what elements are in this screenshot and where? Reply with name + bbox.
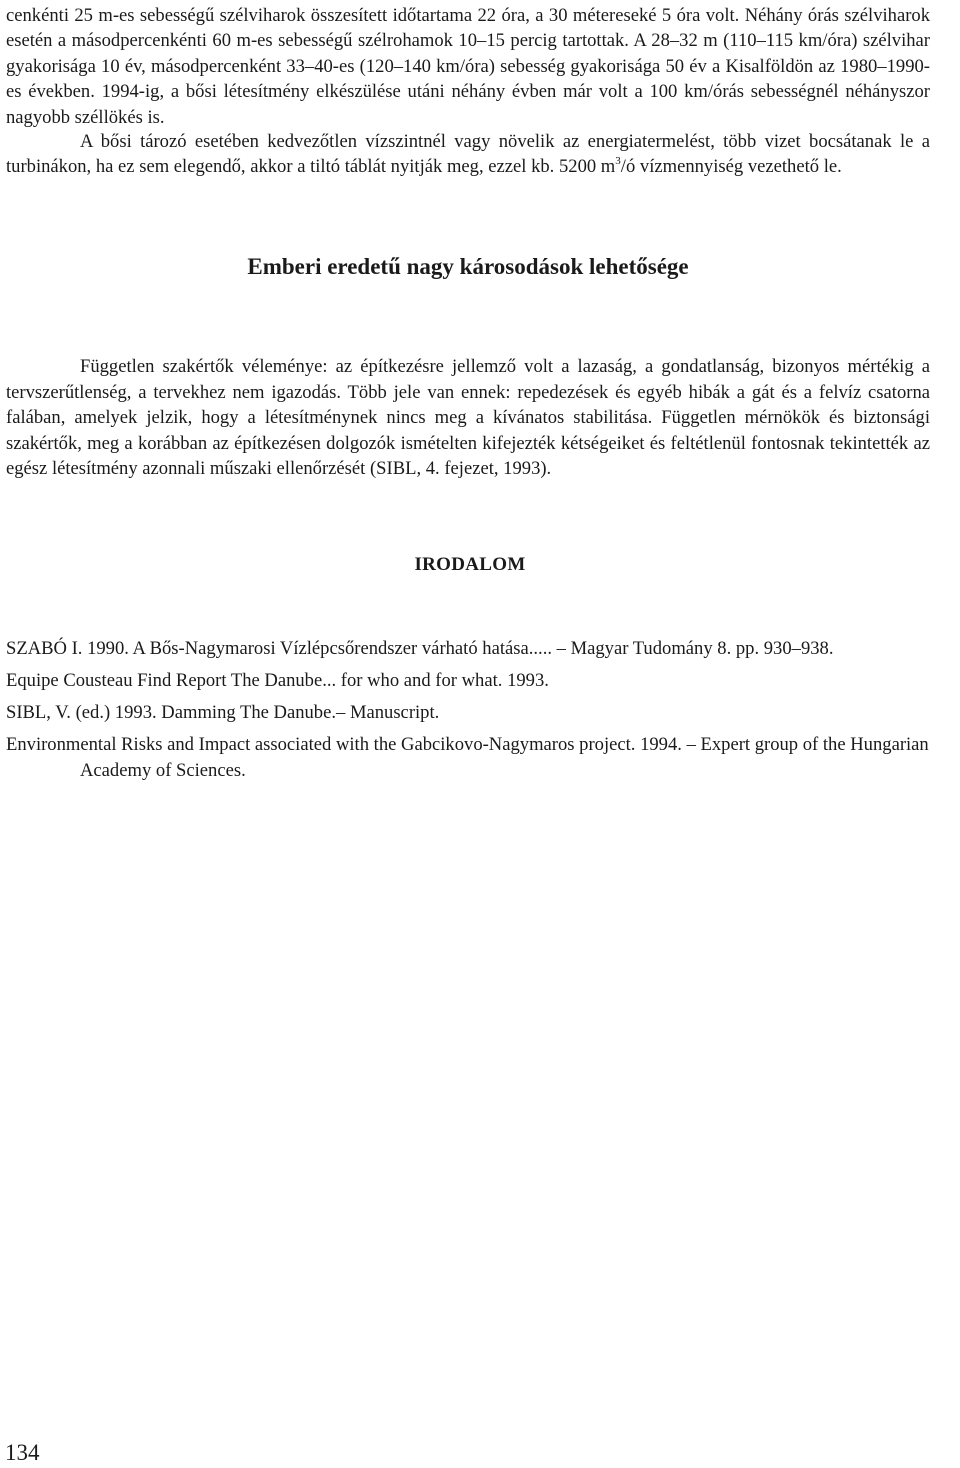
reference-item: Environmental Risks and Impact associated with the Gabcikovo-Nagymaros project. 1994. – Expert group of the Hungarian Academy of Sciences. — [6, 734, 929, 781]
reference-list — [6, 636, 936, 790]
paragraph-reservoir — [6, 129, 930, 180]
page-number: 134 — [5, 1440, 40, 1465]
reference-item: SIBL, V. (ed.) 1993. Damming The Danube.– Manuscript. — [6, 702, 440, 723]
reference-item: Equipe Cousteau Find Report The Danube... for who and for what. 1993. — [6, 670, 549, 691]
paragraph-expert-opinion: Független szakértők véleménye: az építkezésre jellemző volt a lazaság, a gondatlanság, bizonyos mértékig a tervszerűtlenség, a tervekhez nem igazodás. Több jele van ennek: repedezések és egyéb hibák a gát és a felvíz csatorna falában, amelyek jelzik, hogy a létesítménynek nincs meg a kívánatos stabilitása. Független mérnökök és biztonsági szakértők, meg a korábban az építkezésen dolgozók ismételten kifejezték kétségeiket és feltétlenül fontosnak tekintették az egész létesítmény azonnali műszaki ellenőrzését (SIBL, 4. fejezet, 1993). — [6, 356, 930, 480]
references-title: IRODALOM — [414, 554, 526, 575]
paragraph-reservoir-text-end: /ó vízmennyiség vezethető le. — [620, 156, 842, 178]
superscript-cubic: 3 — [615, 155, 621, 168]
reference-item: SZABÓ I. 1990. A Bős-Nagymarosi Vízlépcsőrendszer várható hatása..... – Magyar Tudomány 8. pp. 930–938. — [6, 638, 834, 659]
paragraph-reservoir-text: A bősi tározó esetében kedvezőtlen vízszintnél vagy növelik az energiatermelést, több vizet bocsátanak le a turbinákon, ha ez sem elegendő, akkor a tiltó táblát nyitják meg, ezzel kb. 5200 m — [6, 131, 930, 178]
paragraph-wind-storms: cenkénti 25 m-es sebességű szélviharok összesített időtartama 22 óra, a 30 métereseké 5 óra volt. Néhány órás szélviharok esetén a másodpercenkénti 60 m-es sebességű szélrohamok 10–15 percig tartottak. A 28–32 m (110–115 km/óra) szélvihar gyakorisága 10 év, másodpercenként 33–40-es (120–140 km/óra) sebesség gyakorisága 50 év a Kisalföldön az 1980–1990-es években. 1994-ig, a bősi létesítmény elkészülése utáni néhány évben már volt a 100 km/órás sebességnél néhányszor nagyobb széllökés is. — [6, 5, 930, 128]
section-heading: Emberi eredetű nagy károsodások lehetősége — [247, 254, 689, 279]
